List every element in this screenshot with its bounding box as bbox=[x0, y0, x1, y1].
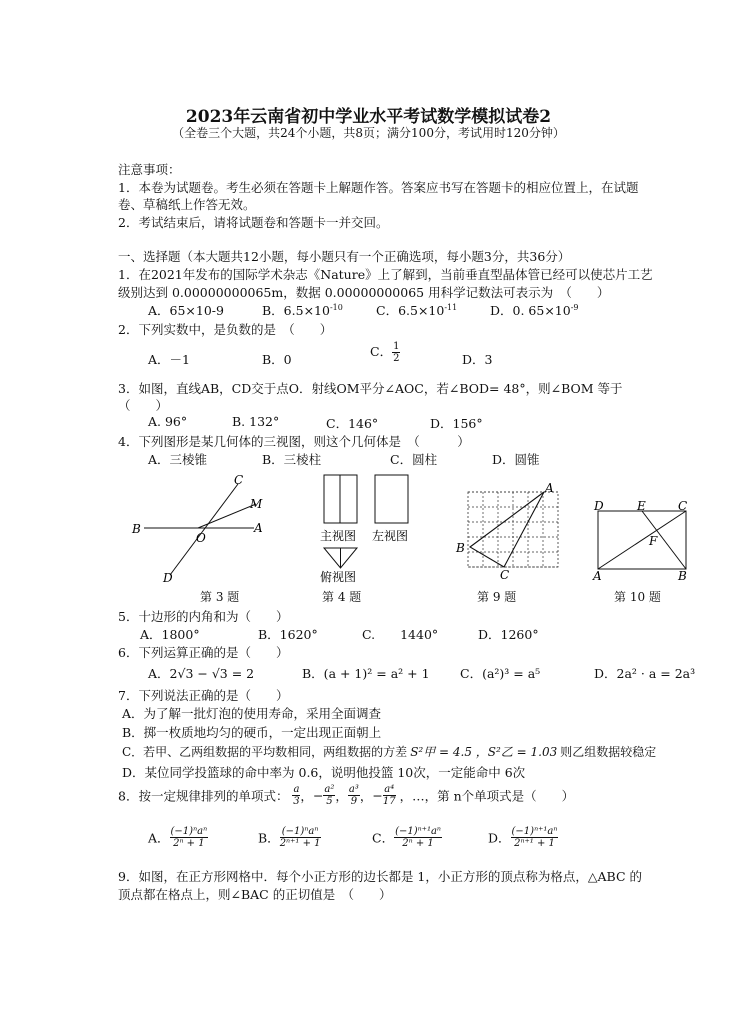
q7-stem: 7．下列说法正确的是（ ） bbox=[118, 688, 289, 703]
q8-term: $\frac{\text{a³}}{9}$ bbox=[348, 784, 359, 807]
q8-option-c: C． $\frac{\text{(−1)ⁿ⁺¹aⁿ}}{\text{2ⁿ + 1}}$ bbox=[372, 826, 441, 849]
fig3-caption: 第 3 题 bbox=[200, 590, 240, 604]
fig4-top-view-label: 俯视图 bbox=[320, 570, 357, 584]
q6-stem: 6．下列运算正确的是（ ） bbox=[118, 645, 289, 660]
figure-10 bbox=[592, 499, 687, 583]
fig4-left-view-label: 左视图 bbox=[372, 529, 409, 543]
q6-option-c: C．(a²)³ = a⁵ bbox=[460, 666, 541, 681]
q7-option-d: D．某位同学投篮球的命中率为 0.6，说明他投篮 10次，一定能命中 6次 bbox=[122, 765, 526, 780]
fig9-caption: 第 9 题 bbox=[477, 590, 517, 604]
fig4-caption: 第 4 题 bbox=[322, 590, 362, 604]
fig3-label-b: B bbox=[132, 522, 141, 536]
q3-option-a: A. 96° bbox=[148, 414, 188, 429]
fig10-label-e: E bbox=[637, 499, 646, 513]
q4-option-b: B．三棱柱 bbox=[262, 452, 322, 467]
q6-option-a: A．2√3 − √3 = 2 bbox=[148, 666, 255, 681]
q8-option-d: D． $\frac{\text{(−1)ⁿ⁺¹aⁿ}}{\text{2ⁿ⁺¹ + 1}}$ bbox=[488, 826, 558, 849]
fig9-label-a: A bbox=[545, 481, 554, 495]
exam-title: 2023年云南省初中学业水平考试数学模拟试卷2 bbox=[185, 107, 552, 127]
q3-option-c: C．146° bbox=[326, 416, 379, 431]
fig10-label-d: D bbox=[594, 499, 604, 513]
fig10-label-c: C bbox=[678, 499, 688, 513]
fig10-caption: 第 10 题 bbox=[614, 590, 661, 604]
q5-option-a: A．1800° bbox=[140, 627, 200, 642]
fig9-label-c: C bbox=[500, 568, 510, 582]
fig4-front-view-label: 主视图 bbox=[320, 529, 357, 543]
q2-option-b: B．0 bbox=[262, 352, 292, 367]
q4-stem: 4．下列图形是某几何体的三视图，则这个几何体是 （ ） bbox=[118, 434, 470, 449]
section-1-heading: 一、选择题（本大题共12小题，每小题只有一个正确选项，每小题3分，共36分） bbox=[118, 249, 571, 264]
fig10-label-a: A bbox=[593, 569, 602, 583]
q8-terms: $\frac{a}{3}$ ，− $\frac{\text{a²}}{5}$ ， $\frac{\text{a³}}{9}$ ，− $\frac{\text{a⁴}}{17}$ bbox=[293, 784, 396, 807]
note-2: 2．考试结束后，请将试题卷和答题卡一并交回。 bbox=[118, 215, 389, 230]
exam-subtitle: （全卷三个大题，共24个小题，共8页；满分100分，考试用时120分钟） bbox=[172, 126, 565, 140]
q5-option-c: C. 1440° bbox=[362, 627, 439, 642]
q9-stem-a: 9．如图，在正方形网格中．每个小正方形的边长都是 1，小正方形的顶点称为格点，△ABC 的 bbox=[118, 869, 642, 884]
q1-option-d: D．0. $65\times 10^{-9}$ bbox=[490, 302, 579, 318]
q4-option-c: C．圆柱 bbox=[390, 452, 438, 467]
fig3-label-o: O bbox=[196, 531, 206, 545]
q8-term: $\frac{a}{3}$ bbox=[293, 784, 300, 807]
q8-option-a: A． (−1)ⁿaⁿ 2ⁿ + 1 bbox=[148, 826, 208, 849]
fig9-label-b: B bbox=[456, 541, 465, 555]
fig10-label-f: F bbox=[649, 534, 658, 548]
q7-option-b: B．掷一枚质地均匀的硬币，一定出现正面朝上 bbox=[122, 725, 382, 740]
fig10-label-b: B bbox=[678, 569, 687, 583]
fig3-label-m: M bbox=[250, 497, 263, 511]
q6-option-d: D．2a² · a = 2a³ bbox=[594, 666, 696, 681]
note-1b: 卷、草稿纸上作答无效。 bbox=[118, 197, 256, 212]
q4-option-d: D．圆锥 bbox=[492, 452, 540, 467]
q1-option-b: B．$6.5\times 10^{-10}$ bbox=[262, 302, 343, 318]
fig3-label-c: C bbox=[234, 473, 244, 487]
q5-stem: 5．十边形的内角和为（ ） bbox=[118, 609, 289, 624]
figure-4 bbox=[320, 475, 408, 584]
q9-stem-b: 顶点都在格点上，则∠BAC 的正切值是 （ ） bbox=[118, 887, 392, 902]
q2-option-d: D．3 bbox=[462, 352, 493, 367]
figures-row bbox=[118, 470, 688, 605]
q7-option-c: C．若甲、乙两组数据的平均数相同，两组数据的方差 S²甲 = 4.5 ，S²乙 = 1.03 则乙组数据较稳定 bbox=[122, 745, 657, 759]
q5-option-d: D．1260° bbox=[478, 627, 539, 642]
notes-heading: 注意事项： bbox=[118, 162, 181, 177]
q1-option-a: A．65×10-9 bbox=[148, 303, 224, 318]
fig3-label-a: A bbox=[254, 521, 263, 535]
q1-stem-a: 1．在2021年发布的国际学术杂志《Nature》上了解到，当前垂直型晶体管已经可以使芯片工艺 bbox=[118, 267, 653, 282]
q5-option-b: B．1620° bbox=[258, 627, 318, 642]
note-1a: 1．本卷为试题卷。考生必须在答题卡上解题作答。答案应书写在答题卡的相应位置上，在试题 bbox=[118, 180, 639, 195]
figure-3 bbox=[131, 473, 263, 585]
q6-option-b: B．(a + 1)² = a² + 1 bbox=[302, 666, 430, 681]
q3-stem-b: （ ） bbox=[118, 398, 169, 413]
q2-stem: 2．下列实数中，是负数的是 （ ） bbox=[118, 322, 333, 337]
fig3-label-d: D bbox=[163, 571, 173, 585]
q8-term: − $\frac{\text{a⁴}}{17}$ bbox=[372, 784, 396, 807]
q8-option-b: B． (−1)ⁿaⁿ 2ⁿ⁺¹ + 1 bbox=[258, 826, 321, 849]
q8-term: − $\frac{\text{a²}}{5}$ bbox=[312, 784, 335, 807]
q1-option-c: C．$6.5\times 10^{-11}$ bbox=[376, 302, 458, 318]
figure-9 bbox=[455, 481, 558, 582]
q4-option-a: A．三棱锥 bbox=[148, 452, 208, 467]
q2-option-c: C． $\frac{1}{2}$ bbox=[370, 341, 400, 364]
q1-stem-b: 级别达到 0.00000000065m，数据 0.00000000065 用科学记数法可表示为 （ ） bbox=[118, 285, 610, 300]
q3-stem-a: 3．如图，直线AB，CD交于点O．射线OM平分∠AOC，若∠BOD= 48°，则∠BOM 等于 bbox=[118, 381, 623, 396]
q2-option-a: A．－1 bbox=[148, 352, 190, 367]
q3-option-b: B. 132° bbox=[232, 414, 280, 429]
q7-option-a: A．为了解一批灯泡的使用寿命，采用全面调查 bbox=[122, 706, 382, 721]
q8-stem: 8．按一定规律排列的单项式： $\frac{a}{3}$ ，− $\frac{\text{a²}}{5}$ ， $\frac{\text{a³}}{9}$ ，− $\frac{\text{a⁴}}{17}$ ，…，第 n个单项式是（ ） bbox=[118, 784, 575, 807]
q3-option-d: D．156° bbox=[430, 416, 483, 431]
